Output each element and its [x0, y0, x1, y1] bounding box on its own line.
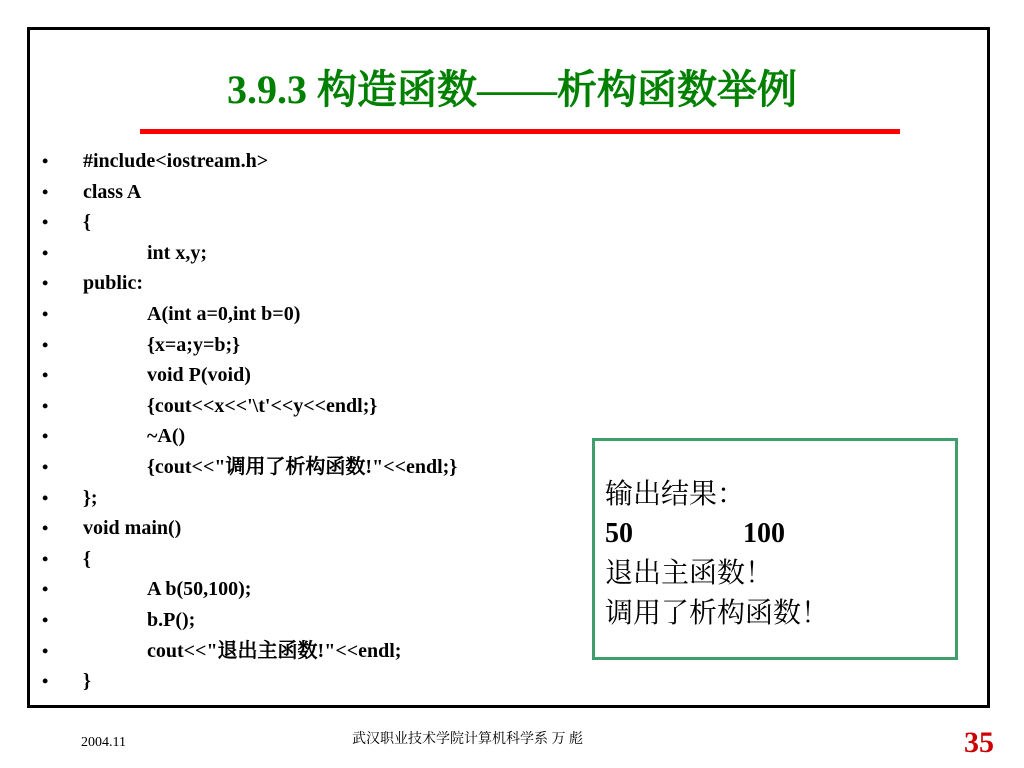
output-x-value: 50 — [605, 518, 633, 549]
code-line-text: { — [83, 211, 91, 234]
bullet-icon: • — [42, 426, 49, 447]
bullet-icon: • — [42, 365, 49, 386]
bullet-icon: • — [42, 579, 49, 600]
output-destructor-line: 调用了析构函数！ — [605, 598, 830, 629]
page-number: 35 — [964, 726, 994, 759]
bullet-icon: • — [42, 303, 49, 324]
code-line-text: } — [83, 670, 91, 693]
code-line-text: b.P(); — [147, 608, 196, 631]
code-line-text: {cout<<"调用了析构函数!"<<endl;} — [147, 455, 458, 478]
code-line-text: A(int a=0,int b=0) — [147, 302, 301, 325]
bullet-icon: • — [42, 671, 49, 692]
bullet-icon: • — [42, 242, 49, 263]
bullet-icon: • — [42, 640, 49, 661]
output-result-box — [592, 438, 958, 660]
code-line-text: public: — [83, 272, 144, 295]
code-line-text: {cout<<x<<'\t'<<y<<endl;} — [147, 394, 378, 417]
footer-organization: 武汉职业技术学院计算机科学系 万 彪 — [352, 732, 583, 747]
code-line-text: int x,y; — [147, 241, 207, 264]
bullet-icon: • — [42, 151, 49, 171]
slide-title: 3.9.3 构造函数——析构函数举例 — [227, 67, 797, 112]
bullet-icon: • — [42, 395, 49, 416]
title-underline — [140, 129, 900, 134]
bullet-icon: • — [42, 609, 49, 630]
code-line-text: ~A() — [147, 425, 186, 448]
code-line-text: void main() — [83, 517, 182, 540]
bullet-icon: • — [42, 273, 49, 294]
code-line-text: #include<iostream.h> — [83, 150, 269, 172]
bullet-icon: • — [42, 181, 49, 202]
output-heading: 输出结果： — [605, 479, 746, 510]
output-values-row — [605, 514, 905, 554]
code-line-text: class A — [83, 180, 142, 203]
output-y-value: 100 — [743, 518, 785, 549]
bullet-icon: • — [42, 334, 49, 355]
code-line-text: {x=a;y=b;} — [147, 333, 240, 356]
code-line-text: A b(50,100); — [147, 578, 252, 601]
bullet-icon: • — [42, 456, 49, 477]
bullet-icon: • — [42, 212, 49, 233]
bullet-icon: • — [42, 487, 49, 508]
bullet-icon: • — [42, 518, 49, 539]
footer-date: 2004.11 — [81, 735, 126, 750]
code-line-text: }; — [83, 486, 98, 509]
code-line-text: void P(void) — [147, 364, 251, 387]
bullet-icon: • — [42, 548, 49, 569]
code-line-text: cout<<"退出主函数!"<<endl; — [147, 639, 402, 662]
output-exit-line: 退出主函数！ — [605, 558, 774, 589]
code-line-text: { — [83, 547, 91, 570]
